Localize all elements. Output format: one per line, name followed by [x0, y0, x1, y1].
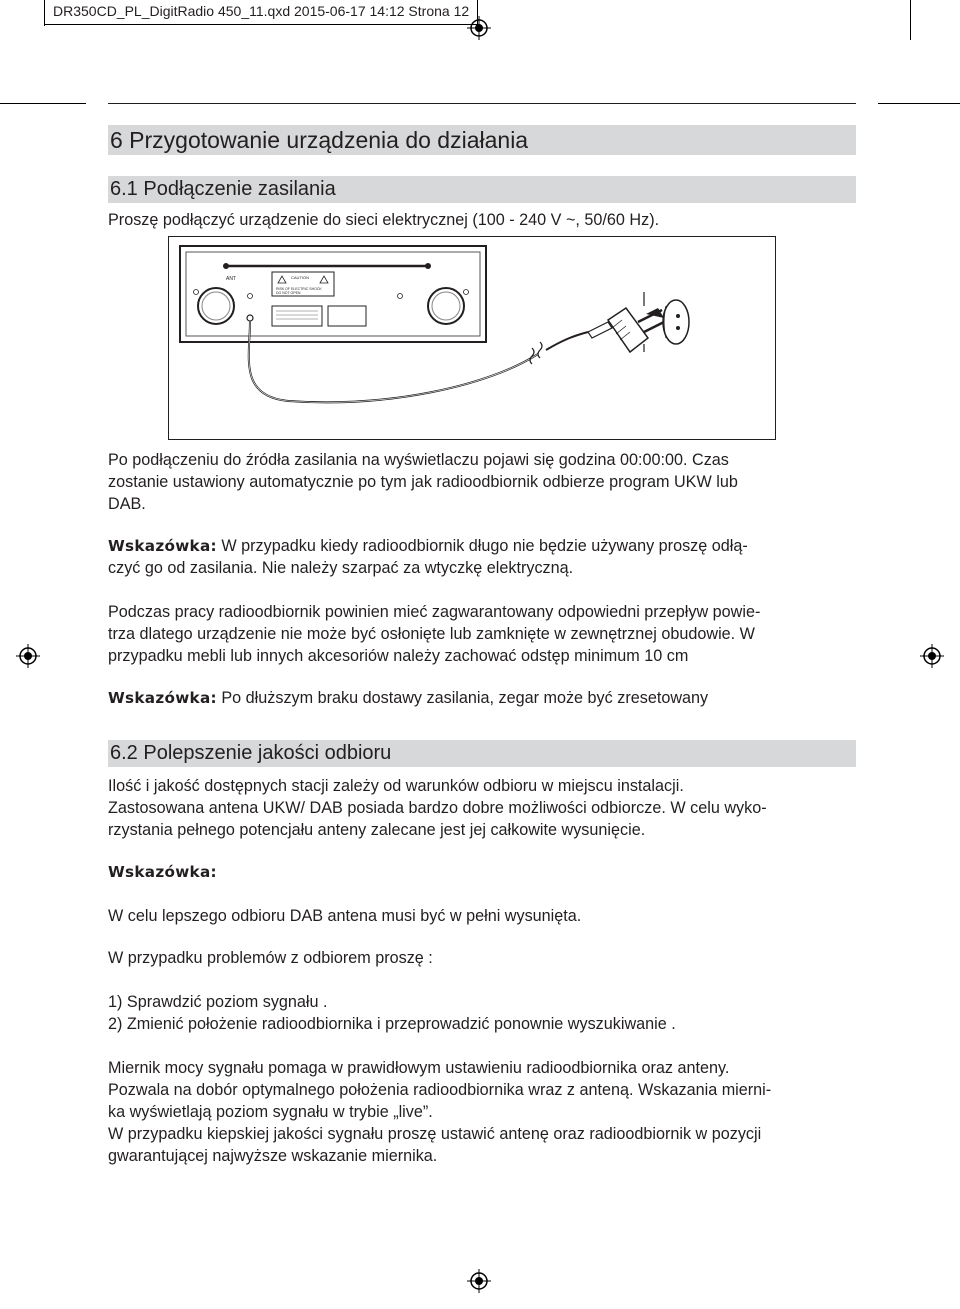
header-rule	[108, 103, 856, 104]
crop-mark	[910, 0, 911, 40]
paragraph-line: Po podłączeniu do źródła zasilania na wyświetlaczu pojawi się godzina 00:00:00. Czas	[108, 451, 729, 469]
paragraph-line: zostanie ustawiony automatycznie po tym jak radioodbiornik odbierze program UKW lub	[108, 473, 738, 491]
paragraph-line: Zastosowana antena UKW/ DAB posiada bardzo dobre możliwości odbiorcze. W celu wyko-	[108, 799, 767, 817]
crop-mark	[0, 103, 86, 104]
antenna-label: ANT	[226, 276, 236, 282]
registration-mark-icon	[467, 16, 491, 40]
paragraph-line: przypadku mebli lub innych akcesoriów należy zachować odstęp minimum 10 cm	[108, 647, 689, 665]
hint-paragraph	[108, 536, 856, 558]
hint-paragraph	[108, 688, 856, 710]
registration-mark-icon	[920, 644, 944, 668]
paragraph-line: DAB.	[108, 495, 146, 513]
paragraph-line: rzystania pełnego potencjału anteny zalecane jest jej całkowite wysunięcie.	[108, 821, 646, 839]
paragraph-line: czyć go od zasilania. Nie należy szarpać za wtyczkę elektryczną.	[108, 559, 574, 577]
warning-title: CAUTION	[291, 275, 309, 280]
paragraph-line: Podczas pracy radioodbiornik powinien mieć zagwarantowany odpowiedni przepływ powie-	[108, 603, 761, 621]
list-item: 1) Sprawdzić poziom sygnału .	[108, 993, 328, 1011]
hint-text: Po dłuższym braku dostawy zasilania, zegar może być zresetowany	[216, 689, 709, 707]
warning-line1: RISK OF ELECTRIC SHOCK	[276, 287, 322, 291]
subsection-heading: 6.1 Podłączenie zasilania	[108, 176, 856, 203]
hint-label: Wskazówka:	[108, 689, 217, 707]
crop-mark	[878, 103, 960, 104]
registration-mark-icon	[16, 644, 40, 668]
radio-back-panel	[180, 246, 486, 342]
paragraph-line: Miernik mocy sygnału pomaga w prawidłowym ustawieniu radioodbiornika oraz anteny.	[108, 1059, 730, 1077]
hint-label: Wskazówka:	[108, 537, 217, 555]
registration-mark-icon	[467, 1269, 491, 1293]
paragraph-line: trza dlatego urządzenie nie może być osłonięte lub zamknięte w zewnętrznej obudowie. W	[108, 625, 755, 643]
hint-label	[108, 862, 856, 884]
paragraph-line: ka wyświetlają poziom sygnału w trybie „live”.	[108, 1103, 433, 1121]
intro-paragraph: Proszę podłączyć urządzenie do sieci elektrycznej (100 - 240 V ~, 50/60 Hz).	[108, 211, 660, 229]
crop-mark	[44, 0, 45, 26]
subsection-heading: 6.2 Polepszenie jakości odbioru	[108, 740, 856, 767]
paragraph-line: gwarantującej najwyższe wskazanie miernika.	[108, 1147, 438, 1165]
power-connection-figure	[168, 236, 776, 440]
list-item: 2) Zmienić położenie radioodbiornika i przeprowadzić ponownie wyszukiwanie .	[108, 1015, 676, 1033]
section-heading: 6 Przygotowanie urządzenia do działania	[108, 125, 856, 155]
paragraph-line: Pozwala na dobór optymalnego położenia radioodbiornika wraz z anteną. Wskazania mierni-	[108, 1081, 772, 1099]
paragraph-line: W przypadku problemów z odbiorem proszę :	[108, 949, 433, 967]
paragraph-line: W przypadku kiepskiej jakości sygnału proszę ustawić antenę oraz radioodbiornik w pozycji	[108, 1125, 762, 1143]
hint-label-text: Wskazówka:	[108, 863, 217, 881]
paragraph-line: Ilość i jakość dostępnych stacji zależy od warunków odbioru w miejscu instalacji.	[108, 777, 684, 795]
hint-text: W przypadku kiedy radioodbiornik długo nie będzie używany proszę odłą-	[216, 537, 748, 555]
paragraph-line: W celu lepszego odbioru DAB antena musi być w pełni wysunięta.	[108, 907, 582, 925]
wall-socket-icon	[663, 300, 689, 344]
print-slug: DR350CD_PL_DigitRadio 450_11.qxd 2015-06-17 14:12 Strona 12	[44, 0, 478, 25]
warning-line2: DO NOT OPEN	[276, 291, 301, 295]
